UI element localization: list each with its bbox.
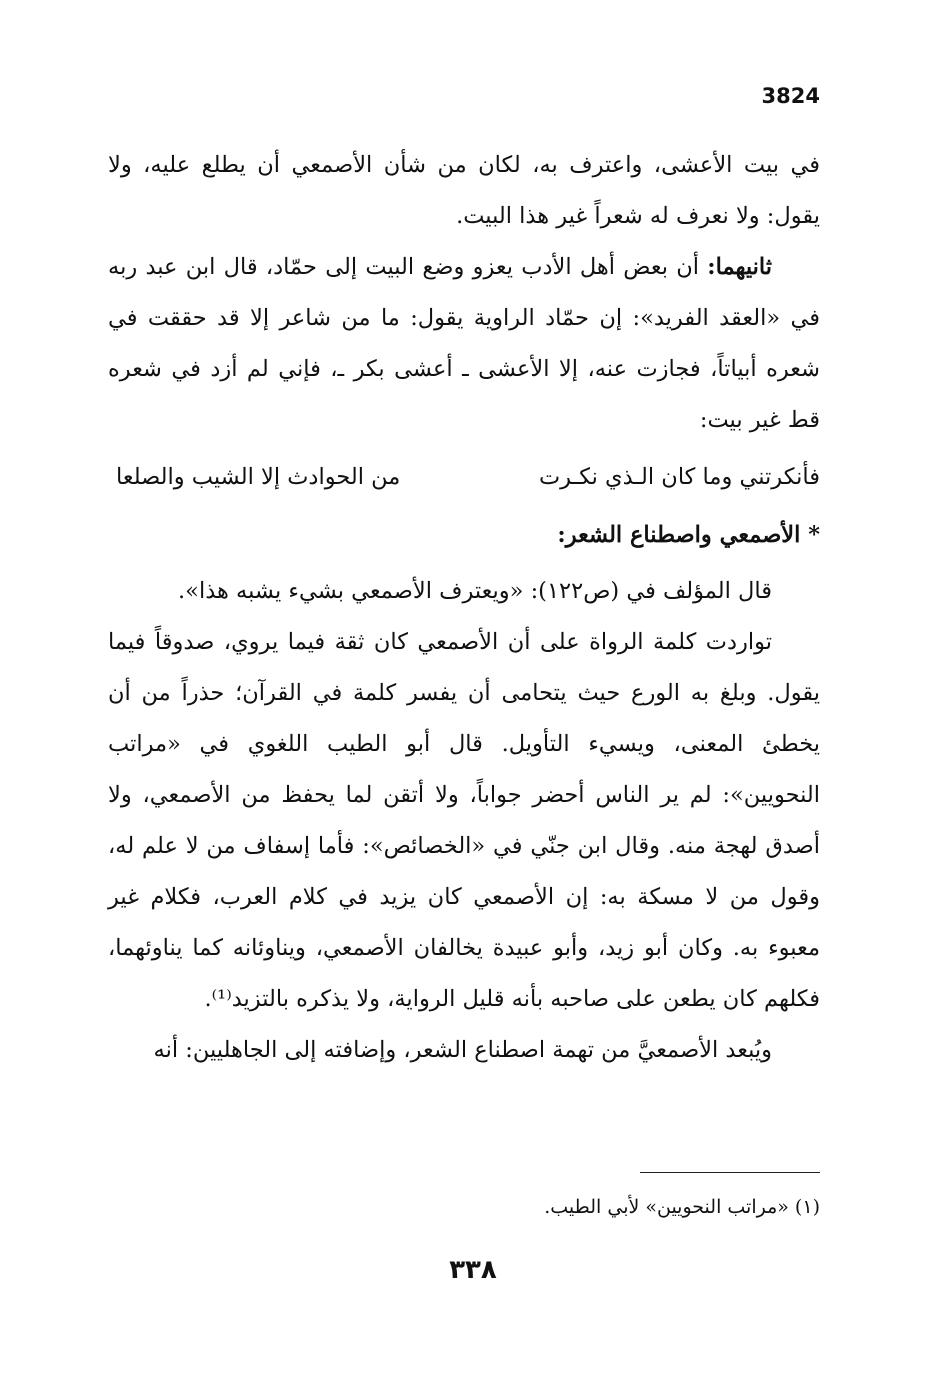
body-block-top (108, 140, 820, 446)
page-number: ٣٣٨ (449, 1255, 497, 1285)
paragraph-continuation: في بيت الأعشى، واعترف به، لكان من شأن الأصمعي أن يطلع عليه، ولا يقول: ولا نعرف له شعراً غير هذا البيت. (108, 152, 820, 229)
poem-verse (108, 452, 820, 503)
second-point-lead: ثانيهما: (707, 254, 772, 280)
section-heading: * الأصمعي واصطناع الشعر: (557, 522, 820, 548)
page-code-number: 3824 (761, 84, 820, 108)
body-block-bottom (108, 566, 820, 1076)
poem-hemistich-first: فأنكرتني وما كان الـذي نكـرت (539, 464, 820, 490)
paragraph-narrators: تواردت كلمة الرواة على أن الأصمعي كان ثقة فيما يروي، صدوقاً فيما يقول. وبلغ به الورع حيث يتحامى أن يفسر كلمة في القرآن؛ حذراً من أن يخطئ المعنى، ويسيء التأويل. قال أبو الطيب اللغوي في «مراتب النحويين»: لم ير الناس أحضر جواباً، ولا أتقن لما يحفظ من الأصمعي، ولا أصدق لهجة منه. وقال ابن جنّي في «الخصائص»: فأما إسفاف من لا علم له، وقول من لا مسكة به: إن الأصمعي كان يزيد في كلام العرب، فكلام غير معبوء به. وكان أبو زيد، وأبو عبيدة يخالفان الأصمعي، ويناوئانه كما يناوئهما، فكلهم كان يطعن على صاحبه بأنه قليل الرواية، ولا يذكره بالتزيد⁽¹⁾. (108, 629, 820, 1012)
paragraph-closing: ويُبعد الأصمعيَّ من تهمة اصطناع الشعر، وإضافته إلى الجاهليين: أنه (153, 1037, 772, 1063)
poem-hemistich-second: من الحوادث إلا الشيب والصلعا (116, 464, 401, 490)
paragraph-author-quote: قال المؤلف في (ص١٢٢): «ويعترف الأصمعي بشيء يشبه هذا». (178, 578, 772, 604)
footnote-divider (640, 1172, 820, 1173)
paragraph-second-point (108, 242, 820, 446)
footnote: (١) «مراتب النحويين» لأبي الطيب. (544, 1196, 820, 1218)
second-point-text: أن بعض أهل الأدب يعزو وضع البيت إلى حمّاد، قال ابن عبد ربه في «العقد الفريد»: إن حمّاد الراوية يقول: ما من شاعر إلا قد حققت في شعره أبياتاً، فجازت عنه، إلا الأعشى ـ أعشى بكر ـ، فإني لم أزد في شعره قط غير بيت: (108, 254, 820, 433)
